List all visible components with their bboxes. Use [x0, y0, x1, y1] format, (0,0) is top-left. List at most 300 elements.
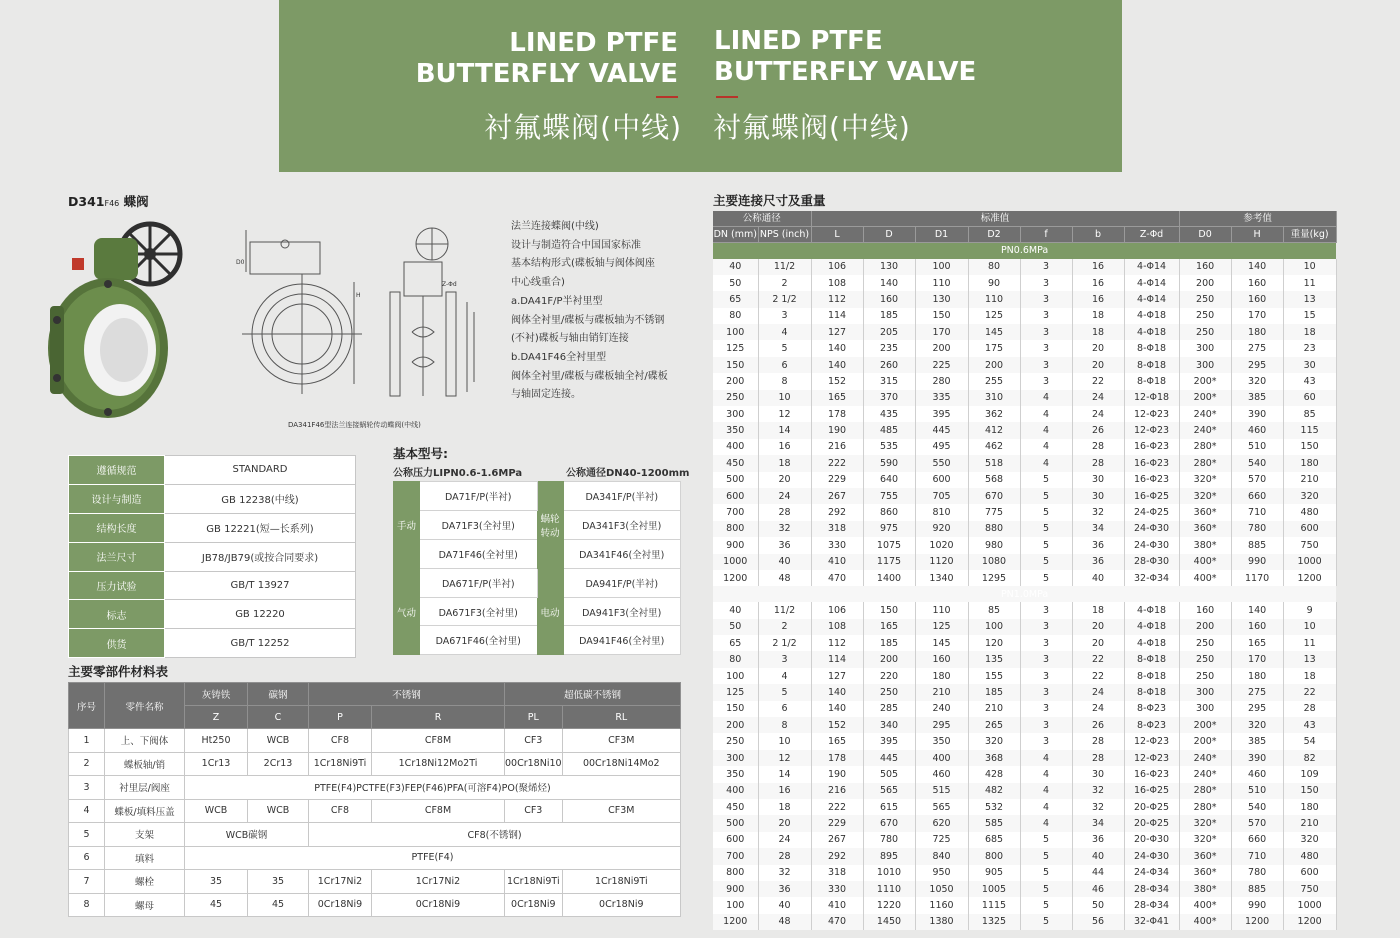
dims-cell: 185	[863, 635, 915, 651]
dims-cell: 4	[1020, 750, 1072, 766]
dims-cell: 30	[1283, 357, 1336, 373]
dims-cell: 1020	[915, 537, 968, 553]
dims-cell: 24	[1072, 684, 1124, 700]
dims-cell: 1325	[968, 914, 1020, 930]
dims-cell: 518	[968, 455, 1020, 471]
dims-cell: 900	[713, 537, 758, 553]
drawing-caption: DA341F46型法兰连接蜗轮传动蝶阀(中线)	[288, 421, 421, 429]
dims-cell: 320	[968, 733, 1020, 749]
dims-cell: 5	[1020, 914, 1072, 930]
dims-col-header: f	[1020, 227, 1072, 243]
dims-cell: 510	[1231, 783, 1283, 799]
spec-value: GB 12238(中线)	[165, 484, 356, 513]
dims-cell: 1200	[713, 914, 758, 930]
dims-cell: 28	[1072, 750, 1124, 766]
parts-cell: CF3	[505, 799, 563, 823]
dims-cell: 40	[1072, 848, 1124, 864]
model-table	[393, 481, 681, 655]
dims-cell: 600	[713, 832, 758, 848]
dims-cell: 462	[968, 439, 1020, 455]
dims-cell: 320*	[1179, 815, 1231, 831]
dims-cell: 90	[968, 275, 1020, 291]
dims-cell: 360*	[1179, 865, 1231, 881]
dims-cell: 540	[1231, 799, 1283, 815]
parts-cell: PTFE(F4)PCTFE(F3)FEP(F46)PFA(可溶F4)PO(聚烯烃)	[185, 776, 681, 800]
dims-cell: 3	[1020, 373, 1072, 389]
dims-cell: 135	[968, 651, 1020, 667]
dims-cell: 165	[1231, 635, 1283, 651]
dims-cell: 4-Φ14	[1124, 291, 1179, 307]
parts-cell: 2	[69, 752, 105, 776]
parts-heading: 主要零部件材料表	[68, 664, 169, 679]
dims-cell: 85	[968, 602, 1020, 618]
dims-cell: 460	[1231, 766, 1283, 782]
dims-cell: 20	[758, 815, 811, 831]
dims-cell: 36	[1072, 832, 1124, 848]
dims-cell: 85	[1283, 406, 1336, 422]
dims-row	[713, 324, 1336, 340]
dims-cell: 24	[1072, 390, 1124, 406]
dims-row	[713, 373, 1336, 389]
dims-row	[713, 259, 1336, 275]
dims-cell: 190	[811, 422, 863, 438]
parts-cell: 填料	[105, 846, 185, 870]
dims-cell: 155	[968, 668, 1020, 684]
dims-cell: 100	[713, 897, 758, 913]
parts-head-z: Z	[185, 706, 248, 729]
dims-row	[713, 651, 1336, 667]
dims-cell: 210	[1283, 472, 1336, 488]
dims-cell: 28-Φ34	[1124, 881, 1179, 897]
dims-cell: 300	[1179, 701, 1231, 717]
dims-cell: 250	[1179, 291, 1231, 307]
parts-cell: CF3M	[562, 729, 680, 753]
dims-cell: 315	[863, 373, 915, 389]
dims-cell: 180	[915, 668, 968, 684]
dims-cell: 30	[1072, 472, 1124, 488]
dims-cell: 178	[811, 406, 863, 422]
dims-cell: 660	[1231, 832, 1283, 848]
dims-cell: 568	[968, 472, 1020, 488]
dims-cell: 4	[1020, 390, 1072, 406]
dims-cell: 16-Φ23	[1124, 472, 1179, 488]
dims-cell: 400	[915, 750, 968, 766]
dims-cell: 275	[1231, 684, 1283, 700]
dims-cell: 130	[863, 259, 915, 275]
banner-title-en-right: LINED PTFE BUTTERFLY VALVE	[714, 26, 977, 87]
dims-row	[713, 799, 1336, 815]
dims-cell: 350	[915, 733, 968, 749]
parts-cell: 1Cr18Ni9Ti	[562, 870, 680, 894]
dims-cell: 10	[1283, 619, 1336, 635]
dims-cell: 8-Φ18	[1124, 373, 1179, 389]
model-cell: DA671F3(全衬里)	[420, 597, 538, 626]
dims-cell: 1170	[1231, 570, 1283, 586]
dims-cell: 5	[1020, 865, 1072, 881]
dims-cell: 36	[1072, 537, 1124, 553]
dims-cell: 36	[758, 881, 811, 897]
dims-cell: 3	[1020, 701, 1072, 717]
spec-key: 法兰尺寸	[69, 542, 165, 571]
spec-row	[69, 571, 356, 600]
dims-cell: 515	[915, 783, 968, 799]
dims-cell: 108	[811, 619, 863, 635]
dims-cell: 445	[915, 422, 968, 438]
dims-cell: 13	[1283, 291, 1336, 307]
dims-cell: 112	[811, 635, 863, 651]
dims-cell: 450	[713, 799, 758, 815]
dims-cell: 160	[1179, 259, 1231, 275]
dims-cell: 885	[1231, 881, 1283, 897]
dims-cell: 1295	[968, 570, 1020, 586]
dims-cell: 165	[811, 390, 863, 406]
dims-cell: 395	[915, 406, 968, 422]
dims-cell: 110	[915, 602, 968, 618]
dims-cell: 36	[1072, 554, 1124, 570]
dims-cell: 11	[1283, 275, 1336, 291]
dims-cell: 180	[1231, 668, 1283, 684]
dims-cell: 285	[863, 701, 915, 717]
model-cell: DA671F46(全衬里)	[420, 626, 538, 655]
dims-cell: 11	[1283, 635, 1336, 651]
dims-cell: 2 1/2	[758, 291, 811, 307]
parts-cell: CF3M	[562, 799, 680, 823]
dims-cell: 480	[1283, 848, 1336, 864]
dims-cell: 330	[811, 881, 863, 897]
dims-cell: 5	[758, 684, 811, 700]
dims-cell: 32	[758, 865, 811, 881]
parts-cell: 蝶板/填料压盖	[105, 799, 185, 823]
dims-cell: 2	[758, 619, 811, 635]
dims-cell: 20	[1072, 357, 1124, 373]
dims-cell: 412	[968, 422, 1020, 438]
dims-cell: 5	[1020, 570, 1072, 586]
dims-cell: 170	[1231, 651, 1283, 667]
dims-cell: 125	[968, 308, 1020, 324]
dims-cell: 150	[1283, 439, 1336, 455]
dims-cell: 725	[915, 832, 968, 848]
dims-cell: 368	[968, 750, 1020, 766]
dims-cell: 250	[863, 684, 915, 700]
dims-cell: 54	[1283, 733, 1336, 749]
dims-group-nominal: 公称通径	[713, 211, 811, 227]
dims-cell: 205	[863, 324, 915, 340]
dims-cell: 26	[1072, 422, 1124, 438]
dims-cell: 40	[713, 259, 758, 275]
parts-row	[69, 893, 681, 917]
parts-cell: 螺栓	[105, 870, 185, 894]
dims-cell: 8-Φ23	[1124, 701, 1179, 717]
dims-cell: 8-Φ23	[1124, 717, 1179, 733]
dims-cell: 140	[811, 701, 863, 717]
spec-value: GB/T 13927	[165, 571, 356, 600]
parts-cell: 35	[248, 870, 309, 894]
dims-row	[713, 832, 1336, 848]
parts-cell: 3	[69, 776, 105, 800]
dims-group-reference: 参考值	[1179, 211, 1336, 227]
dims-cell: 12-Φ23	[1124, 422, 1179, 438]
dims-cell: 43	[1283, 717, 1336, 733]
dims-cell: 18	[1283, 324, 1336, 340]
model-diameter: 公称通径DN40-1200mm	[566, 468, 690, 479]
dims-cell: 14	[758, 766, 811, 782]
dims-cell: 140	[863, 275, 915, 291]
dims-cell: 280*	[1179, 455, 1231, 471]
dims-cell: 13	[1283, 651, 1336, 667]
dims-cell: 100	[968, 619, 1020, 635]
dims-cell: 140	[811, 357, 863, 373]
parts-row	[69, 870, 681, 894]
parts-head-pl: PL	[505, 706, 563, 729]
dims-cell: 318	[811, 865, 863, 881]
dims-cell: 240*	[1179, 750, 1231, 766]
parts-head-cast-iron: 灰铸铁	[185, 683, 248, 706]
dims-cell: 4	[758, 324, 811, 340]
parts-cell: CF3	[505, 729, 563, 753]
dims-cell: 160	[1231, 291, 1283, 307]
dims-cell: 100	[713, 668, 758, 684]
dims-row	[713, 439, 1336, 455]
dims-cell: 620	[915, 815, 968, 831]
dims-cell: 12-Φ23	[1124, 406, 1179, 422]
spec-value: GB 12221(短—长系列)	[165, 513, 356, 542]
dims-cell: 670	[968, 488, 1020, 504]
model-row	[394, 568, 681, 597]
dims-cell: 150	[713, 701, 758, 717]
dims-cell: 110	[968, 291, 1020, 307]
dims-cell: 460	[915, 766, 968, 782]
dims-cell: 340	[863, 717, 915, 733]
dims-col-header: Z-Φd	[1124, 227, 1179, 243]
dims-cell: 180	[1283, 455, 1336, 471]
dims-cell: 43	[1283, 373, 1336, 389]
dims-cell: 200*	[1179, 717, 1231, 733]
parts-cell: 上、下阀体	[105, 729, 185, 753]
dims-cell: 5	[1020, 472, 1072, 488]
spec-row	[69, 513, 356, 542]
model-heading: 基本型号:	[393, 446, 448, 461]
dims-row	[713, 897, 1336, 913]
spec-row	[69, 484, 356, 513]
dims-cell: 370	[863, 390, 915, 406]
dims-cell: 127	[811, 668, 863, 684]
dims-cell: 2	[758, 275, 811, 291]
dims-cell: 24	[1072, 701, 1124, 717]
dims-cell: 14	[758, 422, 811, 438]
dims-cell: 310	[968, 390, 1020, 406]
dims-cell: 320	[1283, 488, 1336, 504]
parts-cell: 5	[69, 823, 105, 847]
dims-cell: 10	[1283, 259, 1336, 275]
parts-cell: 6	[69, 846, 105, 870]
dims-cell: 267	[811, 832, 863, 848]
dims-cell: 800	[713, 521, 758, 537]
dims-cell: 10	[758, 390, 811, 406]
dims-row	[713, 717, 1336, 733]
dims-cell: 4-Φ14	[1124, 275, 1179, 291]
dims-cell: 4	[1020, 406, 1072, 422]
dims-cell: 4-Φ18	[1124, 619, 1179, 635]
banner-title-en-left: LINED PTFE BUTTERFLY VALVE	[415, 28, 678, 89]
dims-cell: 505	[863, 766, 915, 782]
dims-cell: 5	[1020, 832, 1072, 848]
dims-cell: 295	[915, 717, 968, 733]
dims-cell: 185	[863, 308, 915, 324]
dims-cell: 12	[758, 750, 811, 766]
dims-cell: 20	[1072, 635, 1124, 651]
parts-head-low-carbon: 超低碳不锈钢	[505, 683, 681, 706]
dims-cell: 152	[811, 717, 863, 733]
dims-cell: 140	[811, 684, 863, 700]
dims-col-header: D	[863, 227, 915, 243]
parts-head-name: 零件名称	[105, 683, 185, 729]
dims-cell: 990	[1231, 897, 1283, 913]
dims-cell: 390	[1231, 406, 1283, 422]
dims-cell: 250	[1179, 308, 1231, 324]
dims-cell: 150	[713, 357, 758, 373]
dims-cell: 300	[713, 406, 758, 422]
dims-cell: 800	[968, 848, 1020, 864]
spec-value: GB 12220	[165, 600, 356, 629]
dims-cell: 280*	[1179, 799, 1231, 815]
dims-cell: 362	[968, 406, 1020, 422]
dims-cell: 24-Φ30	[1124, 848, 1179, 864]
dims-cell: 200	[1179, 619, 1231, 635]
parts-cell: 8	[69, 893, 105, 917]
parts-cell: PTFE(F4)	[185, 846, 681, 870]
parts-head-c: C	[248, 706, 309, 729]
dims-cell: 3	[1020, 357, 1072, 373]
dims-cell: 229	[811, 815, 863, 831]
dims-cell: 570	[1231, 815, 1283, 831]
dims-cell: 222	[811, 799, 863, 815]
dims-cell: 1000	[1283, 554, 1336, 570]
dims-cell: 600	[915, 472, 968, 488]
dims-cell: 5	[1020, 488, 1072, 504]
dims-row	[713, 570, 1336, 586]
dims-cell: 390	[1231, 750, 1283, 766]
parts-cell: 1Cr13	[185, 752, 248, 776]
parts-row	[69, 799, 681, 823]
spec-key: 结构长度	[69, 513, 165, 542]
dims-cell: 235	[863, 340, 915, 356]
model-cell: DA941F3(全衬里)	[563, 597, 681, 626]
spec-key: 供货	[69, 629, 165, 658]
dims-cell: 8	[758, 373, 811, 389]
dims-cell: 150	[863, 602, 915, 618]
dims-cell: 80	[968, 259, 1020, 275]
dims-cell: 435	[863, 406, 915, 422]
dims-row	[713, 668, 1336, 684]
dims-cell: 178	[811, 750, 863, 766]
model-cell: DA341F/P(半衬)	[563, 482, 681, 511]
dims-cell: 482	[968, 783, 1020, 799]
parts-cell: CF8M	[372, 729, 505, 753]
dims-cell: 20	[758, 472, 811, 488]
dims-cell: 975	[863, 521, 915, 537]
dims-cell: 300	[1179, 340, 1231, 356]
dims-row	[713, 357, 1336, 373]
parts-cell: 蝶板轴/销	[105, 752, 185, 776]
dims-cell: 8-Φ18	[1124, 340, 1179, 356]
dims-cell: 32	[1072, 504, 1124, 520]
dims-cell: 4	[1020, 815, 1072, 831]
dims-cell: 24-Φ30	[1124, 521, 1179, 537]
dims-cell: 115	[1283, 422, 1336, 438]
dims-cell: 16-Φ23	[1124, 455, 1179, 471]
dims-cell: 280*	[1179, 439, 1231, 455]
spec-key: 遵循规范	[69, 456, 165, 485]
dims-cell: 106	[811, 259, 863, 275]
parts-cell: 支架	[105, 823, 185, 847]
dims-cell: 320	[1283, 832, 1336, 848]
parts-head-r: R	[372, 706, 505, 729]
dims-row	[713, 422, 1336, 438]
dims-cell: 3	[758, 651, 811, 667]
dims-cell: 216	[811, 783, 863, 799]
dims-cell: 200	[713, 373, 758, 389]
dims-cell: 34	[1072, 521, 1124, 537]
dims-cell: 1010	[863, 865, 915, 881]
dims-row	[713, 554, 1336, 570]
dims-col-header: L	[811, 227, 863, 243]
dims-cell: 6	[758, 357, 811, 373]
parts-cell: 7	[69, 870, 105, 894]
dims-cell: 4-Φ18	[1124, 635, 1179, 651]
dims-cell: 5	[1020, 521, 1072, 537]
dims-cell: 700	[713, 848, 758, 864]
spec-value: STANDARD	[165, 456, 356, 485]
dims-cell: 112	[811, 291, 863, 307]
dims-cell: 22	[1283, 684, 1336, 700]
dims-cell: 4	[1020, 799, 1072, 815]
parts-cell: 衬里层/阀座	[105, 776, 185, 800]
dims-cell: 32	[758, 521, 811, 537]
dims-cell: 240*	[1179, 766, 1231, 782]
dims-cell: 1160	[915, 897, 968, 913]
dims-row	[713, 488, 1336, 504]
dims-cell: 800	[713, 865, 758, 881]
dims-cell: 8	[758, 717, 811, 733]
dims-cell: 16	[1072, 259, 1124, 275]
parts-cell: 1Cr18Ni12Mo2Ti	[372, 752, 505, 776]
dims-cell: 905	[968, 865, 1020, 881]
parts-cell: WCB碳钢	[185, 823, 309, 847]
spec-key: 设计与制造	[69, 484, 165, 513]
dims-cell: 160	[1231, 619, 1283, 635]
dims-cell: 8-Φ18	[1124, 651, 1179, 667]
dims-row	[713, 340, 1336, 356]
dims-cell: 4	[1020, 783, 1072, 799]
dims-cell: 160	[863, 291, 915, 307]
dims-cell: 295	[1231, 701, 1283, 717]
dims-col-header: D2	[968, 227, 1020, 243]
dims-row	[713, 455, 1336, 471]
parts-cell: 1	[69, 729, 105, 753]
dims-cell: 200	[1179, 275, 1231, 291]
model-cell: DA941F46(全衬里)	[563, 626, 681, 655]
dims-cell: 28	[1072, 455, 1124, 471]
dims-cell: 400	[713, 439, 758, 455]
dims-cell: 1450	[863, 914, 915, 930]
dims-pn-row	[713, 243, 1336, 259]
dims-cell: 65	[713, 635, 758, 651]
dims-cell: 82	[1283, 750, 1336, 766]
dims-cell: 28	[1283, 701, 1336, 717]
dims-cell: 320*	[1179, 488, 1231, 504]
model-cell: DA941F/P(半衬)	[563, 568, 681, 597]
dims-cell: 165	[863, 619, 915, 635]
